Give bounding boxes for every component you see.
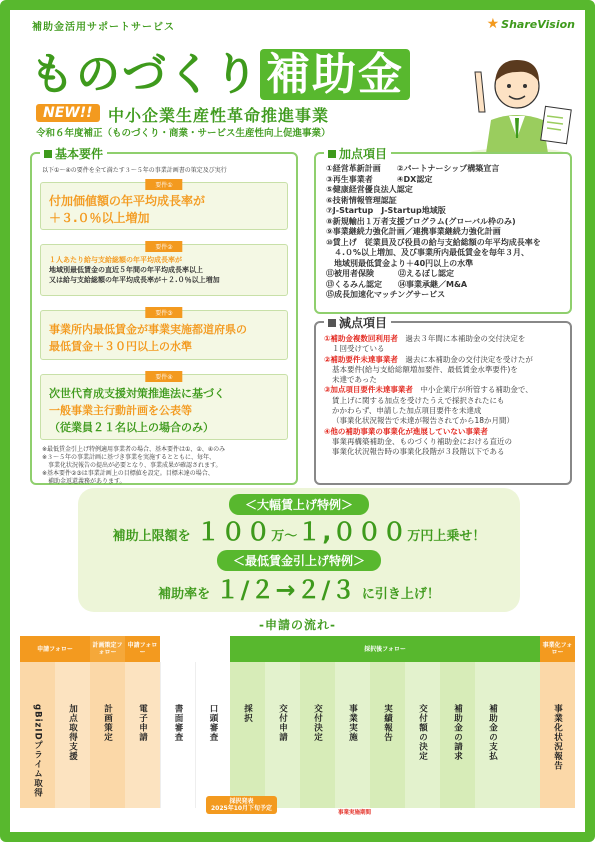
new-badge: NEW!!: [36, 104, 100, 122]
list-item: ④他の補助事業の事業化が進展していない事業者: [324, 426, 488, 436]
businessman-illustration-icon: [457, 42, 577, 160]
program-name: 中小企業生産性革命推進事業: [108, 106, 330, 125]
phase-commercialization: 事業化フォロー: [540, 636, 575, 662]
phase-gap: [160, 636, 230, 662]
list-item: 地域別最低賃金より＋40円以上の水準: [326, 258, 474, 268]
requirement-3: 要件③ 事業所内最低賃金が事業実施都道府県の 最低賃金＋３０円以上の水準: [40, 310, 288, 360]
requirement-tag: 要件②: [145, 241, 182, 252]
flow-title: -申請の流れ-: [259, 618, 336, 632]
list-item: ⑥技術情報管理認証: [326, 195, 397, 205]
step-implementation: 事業実施: [335, 662, 370, 808]
step-amount-decision: 交付額の決定: [405, 662, 440, 808]
list-item: ⑪被用者保険 ⑫えるぼし認定: [326, 269, 454, 278]
requirement-tag: 要件①: [145, 179, 182, 190]
min-wage-ribbon: ＜最低賃金引上げ特例＞: [217, 550, 381, 571]
square-bullet-icon: [328, 150, 336, 158]
step-report: 実績報告: [370, 662, 405, 808]
list-item: ⑮成長加速化マッチングサービス: [326, 290, 446, 299]
requirement-4: 要件④ 次世代育成支援対策推進法に基づく 一般事業主行動計画を公表等 （従業員２１名以上の場合のみ）: [40, 374, 288, 440]
application-flow: [20, 636, 575, 826]
step-bonus-support: 加点取得支援: [55, 662, 90, 808]
cap-increase-line: 補助上限額を １００万～１,０００万円上乗せ！: [112, 518, 486, 546]
title-accent: 補助金: [260, 49, 410, 100]
basic-footnotes: ※最低賃金引上げ特例適用事業者の場合、基本要件は①、②、④のみ ※３～５年の事業計画に基づき事業を実施するとともに、毎年、 事業化状況報告の提出が必要となり、事業成果が確認されます。 ※基本要件②③は事業計画上の目標値を設定。目標未達の場合、 補助金返還義務があります。: [42, 446, 226, 485]
list-item: ③再生事業者 ④DX認定: [326, 174, 433, 184]
square-bullet-icon: [44, 150, 52, 158]
phase-post-adoption: 採択後フォロー: [230, 636, 540, 662]
step-oral-review: 口頭審査: [195, 662, 230, 808]
requirement-1: 要件① 付加価値額の年平均成長率が ＋３.０％以上増加: [40, 182, 288, 230]
page-title: [30, 38, 410, 102]
list-item: ４.０%以上増加、及び事業所内最低賃金を毎年３月、: [326, 248, 530, 257]
step-gbizid: gBizIDプライム取得: [20, 662, 55, 808]
special-provisions-panel: [78, 488, 520, 612]
list-item: ⑨事業継続力強化計画／連携事業継続力強化計画: [326, 227, 501, 236]
minus-title: 減点項目: [324, 314, 391, 331]
title-main: ものづくり: [30, 49, 260, 100]
list-item: ③加点項目要件未達事業者 中小企業庁が所管する補助金で、: [324, 385, 533, 395]
step-document-review: 書面審査: [160, 662, 195, 808]
list-item: ⑧新規輸出１万者支援プログラム(グローバル枠のみ): [326, 216, 516, 226]
square-bullet-icon: [328, 319, 336, 327]
requirement-tag: 要件④: [145, 371, 182, 382]
step-plan: 計画策定: [90, 662, 125, 808]
step-adoption: 採択: [230, 662, 265, 808]
implementation-period-label: 事業実施期間: [338, 810, 372, 816]
list-item: ⑤健康経営優良法人認定: [326, 185, 413, 194]
phase-planning: 計画策定フォロー: [90, 636, 125, 662]
brand-logo: [487, 16, 575, 32]
list-item: ⑬くるみん認定 ⑭事業承継／M&A: [326, 279, 468, 289]
deduction-points-box: [314, 316, 572, 485]
step-grant-decision: 交付決定: [300, 662, 335, 808]
logo-text: ShareVision: [501, 17, 575, 31]
phase-application: 申請フォロー: [20, 636, 90, 662]
basic-requirements-box: [30, 147, 298, 485]
wage-increase-ribbon: ＜大幅賃上げ特例＞: [229, 494, 369, 515]
step-payment: 補助金の支払: [475, 662, 510, 808]
list-item: ①補助金複数回利用者 過去３年間に本補助金の交付決定を: [324, 334, 526, 343]
step-status-report: 事業化状況報告: [540, 662, 575, 808]
requirement-2: 要件② １人あたり給与支給総額の年平均成長率が 地域別最低賃金の直近５年間の年平均成長率以上 又は給与支給総額の年平均成長率が＋２.０％以上増加: [40, 244, 288, 296]
adoption-announcement-pin: 採択発表 2025年10月下旬予定: [206, 796, 277, 814]
step-claim: 補助金の請求: [440, 662, 475, 808]
step-grant-application: 交付申請: [265, 662, 300, 808]
star-person-icon: ★: [486, 16, 500, 32]
service-label: 補助金活用サポートサービス: [32, 22, 175, 33]
list-item: ⑦J-Startup J-Startup地域版: [326, 206, 446, 215]
plus-list: [326, 164, 541, 301]
rate-increase-line: 補助率を １/２→２/３ に引き上げ！: [158, 576, 440, 604]
list-item: ②補助要件未達事業者 過去に本補助金の交付決定を受けたが: [324, 354, 533, 364]
basic-title: 基本要件: [40, 145, 107, 162]
plus-title: 加点項目: [324, 145, 391, 162]
basic-note: 以下①～④の要件を全て満たす３～５年の事業計画書の策定及び実行: [42, 167, 227, 174]
phase-application-2: 申請フォロー: [125, 636, 160, 662]
minus-list: ①補助金複数回利用者 過去３年間に本補助金の交付決定を １回受けている ②補助要件未達事業者 過去に本補助金の交付決定を受けたが 基本要件(給与支給総額増加要件、最低賃金水準要件)を 未達であった ③加点項目要件未達事業者 中小企業庁が所管する補助金で、 賃上げに関する加点を受けたうえで採択されたにも かかわらず、申請した加点項目要件を未達成 （事業化状況報告で未達が報告されてから18か月間） ④他の補助事業の事業化が進展していない事業者 事業再構築補助金、ものづくり補助金における直近の 事業化状況報告時の事業化段階が３段階以下である: [324, 334, 568, 458]
program-subtitle: 令和６年度補正（ものづくり・商業・サービス生産性向上促進事業）: [36, 128, 331, 139]
list-item: ⑩賃上げ 従業員及び役員の給与支給総額の年平均成長率を: [326, 237, 541, 247]
bonus-points-box: [314, 147, 572, 314]
requirement-tag: 要件③: [145, 307, 182, 318]
step-e-application: 電子申請: [125, 662, 160, 808]
list-item: ①経営革新計画 ②パートナーシップ構築宣言: [326, 164, 500, 173]
step-gap: [510, 662, 540, 808]
